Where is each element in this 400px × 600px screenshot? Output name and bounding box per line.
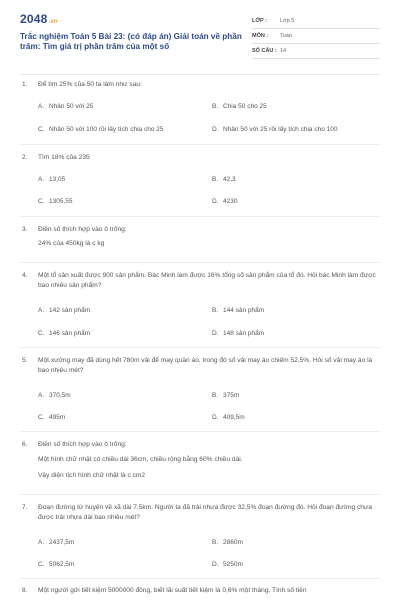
option-c[interactable]	[38, 414, 65, 421]
option-text: 148 sản phẩm	[223, 330, 265, 337]
option-label: D.	[212, 126, 219, 133]
option-text: Nhân 50 với 100 rồi lấy tích chia cho 25	[49, 126, 164, 133]
option-text: 495m	[49, 414, 66, 421]
option-c[interactable]	[38, 561, 74, 568]
option-label: A.	[38, 307, 45, 314]
question-divider	[20, 347, 380, 348]
option-label: D.	[212, 561, 219, 568]
meta-value: Toán	[280, 33, 292, 39]
question-divider	[20, 262, 380, 263]
logo-text: 2048	[20, 12, 48, 26]
fill-in-line: Một hình chữ nhật có chiều dài 36cm, chiều rộng bằng 60% chiều dài.	[38, 456, 243, 463]
meta-row-grade	[252, 14, 380, 29]
option-text: Nhân 50 với 25	[49, 103, 94, 110]
question-number: 6.	[22, 441, 28, 448]
question-divider	[20, 578, 380, 579]
option-a[interactable]	[38, 539, 74, 546]
option-label: D.	[212, 198, 219, 205]
option-c[interactable]	[38, 330, 90, 337]
option-text: 2437,5m	[49, 539, 75, 546]
option-text: 13,05	[49, 176, 66, 183]
question-text: Đoạn đường từ huyện về xã dài 7,5km. Người ta đã trải nhựa được 32,5% đoạn đường đó. Hỏi đoạn đường chưa được trải nhựa dài bao nhiêu mét?	[38, 504, 373, 521]
option-text: Nhân 50 với 25 rồi lấy tích chia cho 100	[223, 126, 338, 133]
option-c[interactable]	[38, 198, 73, 205]
option-text: 5250m	[223, 561, 243, 568]
option-label: A.	[38, 103, 45, 110]
option-c[interactable]	[38, 126, 163, 133]
meta-key: LỚP :	[252, 18, 267, 24]
option-label: C.	[38, 330, 45, 337]
option-d[interactable]	[212, 198, 237, 205]
option-d[interactable]	[212, 330, 264, 337]
question-text: Điền số thích hợp vào ô trống:	[38, 441, 127, 448]
question-number: 4.	[22, 272, 28, 279]
option-b[interactable]	[212, 392, 239, 399]
option-label: B.	[212, 392, 219, 399]
option-b[interactable]	[212, 539, 243, 546]
option-a[interactable]	[38, 392, 71, 399]
option-text: 409,5m	[223, 414, 245, 421]
question-text: Để tìm 25% của 50 ta làm như sau:	[38, 81, 142, 88]
option-a[interactable]	[38, 176, 65, 183]
option-text: 5062,5m	[49, 561, 75, 568]
option-label: A.	[38, 539, 45, 546]
question-number: 1.	[22, 81, 28, 88]
page-header	[0, 0, 400, 70]
logo-suffix: .vn	[48, 19, 58, 25]
question-divider	[20, 431, 380, 432]
option-label: B.	[212, 539, 219, 546]
option-label: A.	[38, 176, 45, 183]
option-text: 144 sản phẩm	[223, 307, 265, 314]
question-divider	[20, 144, 380, 145]
question-number: 8.	[22, 587, 28, 594]
meta-value: Lớp 5	[280, 18, 295, 24]
question-divider	[20, 494, 380, 495]
fill-in-line: 24% của 450kg là c kg	[38, 240, 105, 247]
option-label: B.	[212, 103, 219, 110]
option-a[interactable]	[38, 307, 90, 314]
option-label: C.	[38, 561, 45, 568]
page-title: Trắc nghiệm Toán 5 Bài 23: (có đáp án) Giải toán về phần trăm: Tìm giá trị phần trăm của một số	[20, 32, 242, 51]
option-label: B.	[212, 307, 219, 314]
option-text: 42,3	[223, 176, 236, 183]
question-text: Một tổ sản xuất được 900 sản phẩm. Bác Minh làm được 16% tổng số sản phẩm của tổ đó. Hỏi bác Minh làm được bao nhiêu sản phẩm?	[38, 272, 376, 289]
question-divider	[20, 216, 380, 217]
option-text: 370,5m	[49, 392, 71, 399]
meta-info	[252, 14, 380, 59]
meta-key: MÔN :	[252, 33, 269, 39]
option-text: 142 sản phẩm	[49, 307, 91, 314]
option-d[interactable]	[212, 561, 243, 568]
question-number: 3.	[22, 226, 28, 233]
fill-in-line: Vậy diện tích hình chữ nhật là c cm2	[38, 472, 146, 479]
meta-key: SỐ CÂU :	[252, 48, 277, 54]
option-a[interactable]	[38, 103, 93, 110]
meta-value: 14	[280, 48, 287, 54]
question-text: Điền số thích hợp vào ô trống:	[38, 226, 127, 233]
meta-row-subject	[252, 29, 380, 44]
option-label: C.	[38, 198, 45, 205]
meta-row-count	[252, 44, 380, 59]
option-label: D.	[212, 330, 219, 337]
option-label: C.	[38, 126, 45, 133]
option-text: 4230	[223, 198, 238, 205]
question-text: Tìm 18% của 235	[38, 154, 90, 161]
option-text: 2860m	[223, 539, 243, 546]
option-d[interactable]	[212, 414, 245, 421]
question-number: 7.	[22, 504, 28, 511]
option-d[interactable]	[212, 126, 337, 133]
option-b[interactable]	[212, 176, 236, 183]
option-label: C.	[38, 414, 45, 421]
option-text: 146 sản phẩm	[49, 330, 91, 337]
option-label: A.	[38, 392, 45, 399]
question-text: Một người gửi tiết kiệm 5000000 đồng, biết lãi suất tiết kiệm là 0,6% một tháng. Tính số tiền	[38, 587, 307, 594]
option-b[interactable]	[212, 307, 264, 314]
question-number: 5.	[22, 357, 28, 364]
option-label: D.	[212, 414, 219, 421]
option-text: 1305,55	[49, 198, 73, 205]
option-text: Chia 50 cho 25	[223, 103, 267, 110]
header-divider	[20, 74, 380, 75]
question-number: 2.	[22, 154, 28, 161]
question-text: Một xưởng may đã dùng hết 780m vải để may quần áo, trong đó số vải may áo chiếm 52,5%. Hỏi số vải may áo là bao nhiêu mét?	[38, 357, 373, 374]
option-label: B.	[212, 176, 219, 183]
option-text: 375m	[223, 392, 240, 399]
option-b[interactable]	[212, 103, 267, 110]
site-logo[interactable]	[20, 12, 58, 26]
